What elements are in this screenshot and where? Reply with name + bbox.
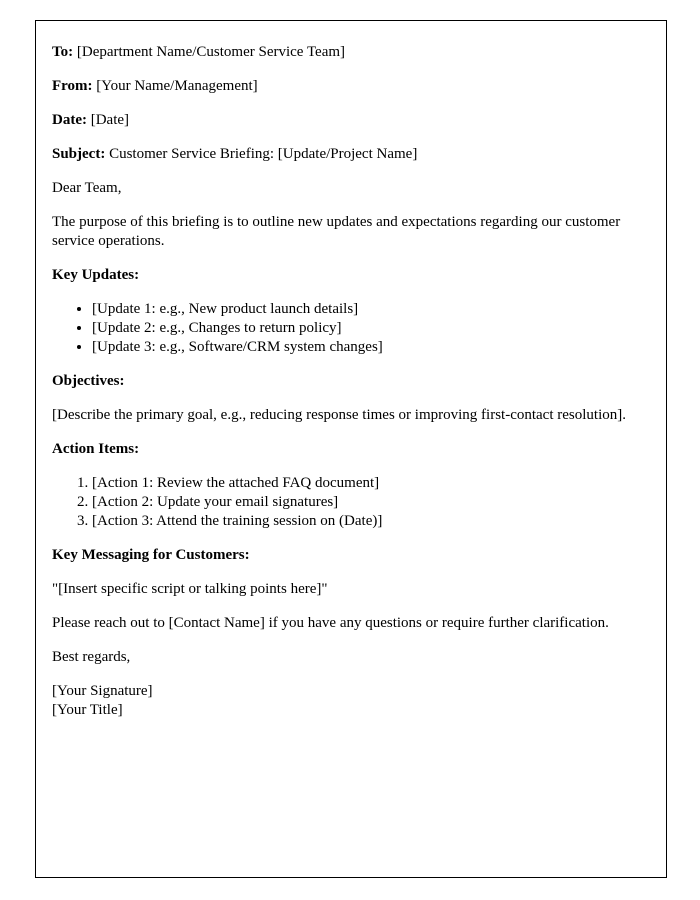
key-messaging-heading: Key Messaging for Customers:: [52, 547, 250, 563]
field-subject-label: Subject:: [52, 146, 106, 162]
signature-block: [52, 682, 650, 720]
signature-line: [Your Signature]: [52, 683, 153, 699]
key-update-item: • [Update 3: e.g., Software/CRM system changes]: [92, 338, 650, 357]
action-item: 1. [Action 1: Review the attached FAQ document]: [92, 474, 650, 493]
field-date: [52, 111, 650, 130]
field-from-value: [Your Name/Management]: [92, 78, 258, 94]
action-items-list: [52, 474, 650, 531]
salutation: Dear Team,: [52, 180, 122, 196]
field-from-label: From:: [52, 78, 93, 94]
field-subject-value: Customer Service Briefing: [Update/Project Name]: [105, 146, 418, 162]
key-updates-list: [52, 300, 650, 357]
field-to: [52, 43, 650, 62]
action-item: 2. [Action 2: Update your email signatures]: [92, 493, 650, 512]
field-from: [52, 77, 650, 96]
objectives-heading: Objectives:: [52, 373, 125, 389]
key-messaging-paragraph: "[Insert specific script or talking points here]": [52, 581, 328, 597]
field-to-value: [Department Name/Customer Service Team]: [73, 44, 346, 60]
field-date-label: Date:: [52, 112, 87, 128]
closing-note-paragraph: Please reach out to [Contact Name] if you have any questions or require further clarification.: [52, 615, 609, 631]
action-items-heading: Action Items:: [52, 441, 140, 457]
field-date-value: [Date]: [86, 112, 130, 128]
key-updates-heading: Key Updates:: [52, 267, 140, 283]
sign-off: Best regards,: [52, 649, 131, 665]
field-subject: [52, 145, 650, 164]
field-to-label: To:: [52, 44, 74, 60]
intro-paragraph: The purpose of this briefing is to outline new updates and expectations regarding our customer service operations.: [52, 214, 621, 249]
objectives-paragraph: [Describe the primary goal, e.g., reducing response times or improving first-contact resolution].: [52, 407, 626, 423]
key-update-item: • [Update 1: e.g., New product launch details]: [92, 300, 650, 319]
title-line: [Your Title]: [52, 702, 123, 718]
document-page: [35, 20, 667, 878]
action-item: 3. [Action 3: Attend the training session on (Date)]: [92, 512, 650, 531]
key-update-item: • [Update 2: e.g., Changes to return policy]: [92, 319, 650, 338]
